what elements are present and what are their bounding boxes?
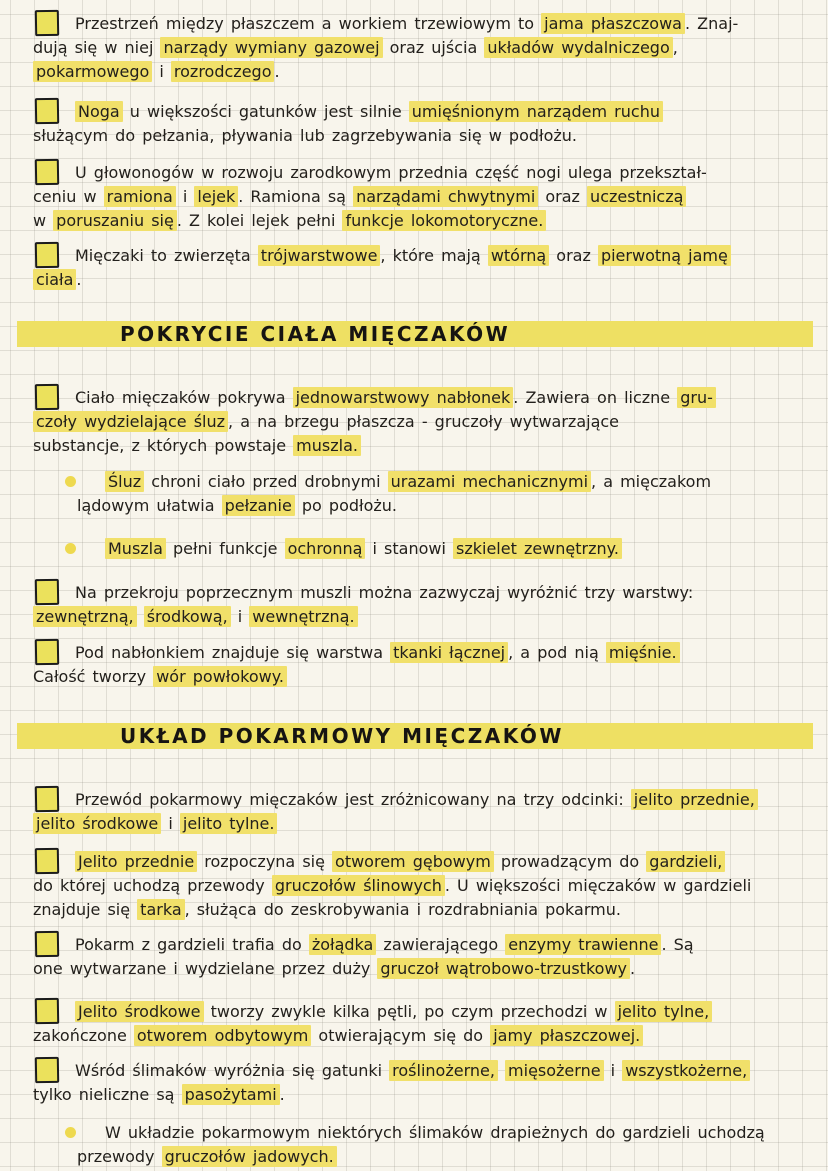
text-run: one wytwarzane i wydzielane przez duży <box>33 959 378 978</box>
highlighted-text: mięśnie. <box>606 642 680 663</box>
text-run: i <box>161 814 180 833</box>
text-line <box>77 537 795 561</box>
section-title: UKŁAD POKARMOWY MIĘCZAKÓW <box>120 724 564 748</box>
text-run: otwierającym się do <box>311 1026 491 1045</box>
highlighted-text: pokarmowego <box>33 61 152 82</box>
highlighted-text: gruczołów ślinowych <box>272 875 445 896</box>
text-run: , służąca do zeskrobywania i rozdrabniania pokarmu. <box>184 900 621 919</box>
todo-checkbox[interactable] <box>35 384 59 410</box>
text-run: chroni ciało przed drobnymi <box>144 472 388 491</box>
text-run: oraz ujścia <box>382 38 485 57</box>
text-run: Pod nabłonkiem znajduje się warstwa <box>75 643 391 662</box>
highlighted-text: wszystkożerne, <box>622 1060 750 1081</box>
bullet-dot-icon <box>65 476 76 487</box>
highlighted-text: wór powłokowy. <box>153 666 287 687</box>
note-paragraph <box>33 641 795 689</box>
todo-checkbox[interactable] <box>35 848 59 874</box>
text-line <box>33 874 795 898</box>
bullet-dot-icon <box>65 543 76 554</box>
text-line <box>33 788 795 812</box>
todo-checkbox[interactable] <box>35 579 59 605</box>
text-run: zawierającego <box>376 935 506 954</box>
section-title: POKRYCIE CIAŁA MIĘCZAKÓW <box>120 322 511 346</box>
highlighted-text: ciała <box>33 269 76 290</box>
text-run: , a pod nią <box>508 643 606 662</box>
text-line <box>33 1024 795 1048</box>
text-run: prowadzącym do <box>493 852 647 871</box>
text-line <box>33 850 795 874</box>
todo-checkbox[interactable] <box>35 242 59 268</box>
highlighted-text: żołądka <box>309 934 376 955</box>
text-line <box>33 933 795 957</box>
text-run: lądowym ułatwia <box>77 496 222 515</box>
text-line <box>33 100 795 124</box>
text-line <box>33 898 795 922</box>
note-bullet-item <box>77 470 795 518</box>
bullet-dot-icon <box>65 1127 76 1138</box>
note-paragraph <box>33 933 795 981</box>
highlighted-text: jednowarstwowy nabłonek <box>293 387 514 408</box>
note-paragraph <box>33 244 795 292</box>
highlighted-text: narządy wymiany gazowej <box>160 37 382 58</box>
highlighted-text: układów wydalniczego <box>484 37 672 58</box>
note-paragraph <box>33 581 795 629</box>
text-run: Na przekroju poprzecznym muszli można zazwyczaj wyróżnić trzy warstwy: <box>75 583 694 602</box>
highlighted-text: pełzanie <box>222 495 295 516</box>
text-line <box>77 1145 795 1169</box>
highlighted-text: ramiona <box>104 186 176 207</box>
highlighted-text: Śluz <box>105 471 144 492</box>
text-run: . Są <box>661 935 694 954</box>
note-bullet-item <box>77 1121 795 1169</box>
todo-checkbox[interactable] <box>35 998 59 1024</box>
highlighted-text: muszla. <box>293 435 361 456</box>
text-line <box>33 410 795 434</box>
highlighted-text: rozrodczego <box>171 61 275 82</box>
text-run: zakończone <box>33 1026 134 1045</box>
text-run: u większości gatunków jest silnie <box>122 102 409 121</box>
text-run: oraz <box>549 246 598 265</box>
section-heading-bar <box>17 723 813 749</box>
text-run: po podłożu. <box>294 496 397 515</box>
highlighted-text: jelito tylne, <box>615 1001 713 1022</box>
highlighted-text: gruczołów jadowych. <box>162 1146 337 1167</box>
highlighted-text: gardzieli, <box>646 851 725 872</box>
highlighted-text: środkową, <box>144 606 231 627</box>
todo-checkbox[interactable] <box>35 98 59 124</box>
text-line <box>33 1000 795 1024</box>
text-run: tylko nieliczne są <box>33 1085 182 1104</box>
highlighted-text: urazami mechanicznymi <box>388 471 591 492</box>
text-run: dują się w niej <box>33 38 161 57</box>
note-paragraph <box>33 1000 795 1048</box>
text-run: , a na brzegu płaszcza - gruczoły wytwarzające <box>228 412 620 431</box>
highlighted-text: tarka <box>137 899 184 920</box>
highlighted-text: pasożytami <box>182 1084 280 1105</box>
highlighted-text: czoły wydzielające śluz <box>33 411 228 432</box>
text-line <box>33 605 795 629</box>
highlighted-text: jelito środkowe <box>33 813 161 834</box>
text-line <box>33 386 795 410</box>
text-run: pełni funkcje <box>165 539 285 558</box>
text-line <box>33 957 795 981</box>
highlighted-text: jelito przednie, <box>631 789 758 810</box>
text-run: i <box>230 607 250 626</box>
text-run: Wśród ślimaków wyróżnia się gatunki <box>75 1061 390 1080</box>
text-run: przewody <box>77 1147 162 1166</box>
text-run: , <box>672 38 678 57</box>
note-paragraph <box>33 161 795 233</box>
highlighted-text: gruczoł wątrobowo-trzustkowy <box>377 958 630 979</box>
highlighted-text: otworem gębowym <box>332 851 494 872</box>
note-paragraph <box>33 788 795 836</box>
note-paragraph <box>33 850 795 922</box>
text-line <box>33 1059 795 1083</box>
text-run: . <box>279 1085 285 1104</box>
text-run: i <box>152 62 171 81</box>
text-run: Ciało mięczaków pokrywa <box>75 388 293 407</box>
text-run <box>498 1061 505 1080</box>
highlighted-text: mięsożerne <box>505 1060 604 1081</box>
highlighted-text: otworem odbytowym <box>134 1025 311 1046</box>
todo-checkbox[interactable] <box>35 10 59 36</box>
text-line <box>33 581 795 605</box>
text-run: . <box>76 270 82 289</box>
todo-checkbox[interactable] <box>35 639 59 665</box>
todo-checkbox[interactable] <box>35 786 59 812</box>
highlighted-text: uczestniczą <box>587 186 686 207</box>
note-paragraph <box>33 12 795 84</box>
highlighted-text: poruszaniu się <box>53 210 177 231</box>
highlighted-text: szkielet zewnętrzny. <box>453 538 622 559</box>
text-run: U głowonogów w rozwoju zarodkowym przednia część nogi ulega przekształ- <box>75 163 707 182</box>
text-run: . Zawiera on liczne <box>513 388 678 407</box>
highlighted-text: narządami chwytnymi <box>353 186 538 207</box>
text-run: służącym do pełzania, pływania lub zagrzebywania się w podłożu. <box>33 126 577 145</box>
todo-checkbox[interactable] <box>35 159 59 185</box>
text-run: Pokarm z gardzieli trafia do <box>75 935 309 954</box>
text-line <box>33 12 795 36</box>
text-line <box>77 1121 795 1145</box>
note-paragraph <box>33 386 795 458</box>
text-run: Całość tworzy <box>33 667 154 686</box>
text-line <box>33 641 795 665</box>
text-line <box>77 470 795 494</box>
text-run: znajduje się <box>33 900 138 919</box>
highlighted-text: wtórną <box>488 245 549 266</box>
text-run: . Znaj- <box>684 14 739 33</box>
highlighted-text: ochronną <box>285 538 366 559</box>
text-line <box>33 1083 795 1107</box>
highlighted-text: Muszla <box>105 538 166 559</box>
section-heading-bar <box>17 321 813 347</box>
text-run: . Ramiona są <box>238 187 354 206</box>
text-run <box>137 607 144 626</box>
highlighted-text: jamy płaszczowej. <box>490 1025 643 1046</box>
text-run: . <box>274 62 280 81</box>
highlighted-text: Jelito przednie <box>75 851 197 872</box>
text-run: i <box>175 187 195 206</box>
text-run: W układzie pokarmowym niektórych ślimaków drapieżnych do gardzieli uchodzą <box>105 1123 765 1142</box>
text-run: i <box>603 1061 623 1080</box>
text-line <box>33 244 795 268</box>
highlighted-text: Jelito środkowe <box>75 1001 204 1022</box>
text-line <box>33 161 795 185</box>
highlighted-text: wewnętrzną. <box>249 606 357 627</box>
text-line <box>33 268 795 292</box>
text-line <box>33 60 795 84</box>
text-run: w <box>33 211 54 230</box>
text-run: . <box>630 959 636 978</box>
text-run: Przestrzeń między płaszczem a workiem trzewiowym to <box>75 14 542 33</box>
highlighted-text: tkanki łącznej <box>390 642 508 663</box>
text-run: do której uchodzą przewody <box>33 876 272 895</box>
text-run: rozpoczyna się <box>197 852 333 871</box>
text-run: , które mają <box>380 246 488 265</box>
note-bullet-item <box>77 537 795 561</box>
todo-checkbox[interactable] <box>35 931 59 957</box>
text-run: ceniu w <box>33 187 104 206</box>
highlighted-text: jama płaszczowa <box>541 13 685 34</box>
todo-checkbox[interactable] <box>35 1057 59 1083</box>
highlighted-text: zewnętrzną, <box>33 606 137 627</box>
highlighted-text: Noga <box>75 101 123 122</box>
text-line <box>33 665 795 689</box>
text-run: . Z kolei lejek pełni <box>176 211 343 230</box>
highlighted-text: roślinożerne, <box>389 1060 498 1081</box>
text-run: Przewód pokarmowy mięczaków jest zróżnicowany na trzy odcinki: <box>75 790 631 809</box>
text-run: , a mięczakom <box>591 472 712 491</box>
text-line <box>33 185 795 209</box>
text-run: i stanowi <box>365 539 453 558</box>
text-line <box>33 434 795 458</box>
highlighted-text: funkcje lokomotoryczne. <box>342 210 546 231</box>
highlighted-text: umięśnionym narządem ruchu <box>409 101 663 122</box>
text-run: tworzy zwykle kilka pętli, po czym przechodzi w <box>203 1002 615 1021</box>
text-line <box>33 209 795 233</box>
highlighted-text: trójwarstwowe <box>258 245 381 266</box>
text-line <box>77 494 795 518</box>
note-paragraph <box>33 100 795 148</box>
text-line <box>33 36 795 60</box>
highlighted-text: enzymy trawienne <box>505 934 661 955</box>
text-run: . U większości mięczaków w gardzieli <box>444 876 752 895</box>
note-paragraph <box>33 1059 795 1107</box>
text-line <box>33 812 795 836</box>
highlighted-text: gru- <box>677 387 716 408</box>
text-run: substancje, z których powstaje <box>33 436 294 455</box>
text-line <box>33 124 795 148</box>
highlighted-text: jelito tylne. <box>180 813 278 834</box>
text-run: Mięczaki to zwierzęta <box>75 246 258 265</box>
text-run: oraz <box>538 187 588 206</box>
highlighted-text: pierwotną jamę <box>598 245 731 266</box>
highlighted-text: lejek <box>194 186 238 207</box>
